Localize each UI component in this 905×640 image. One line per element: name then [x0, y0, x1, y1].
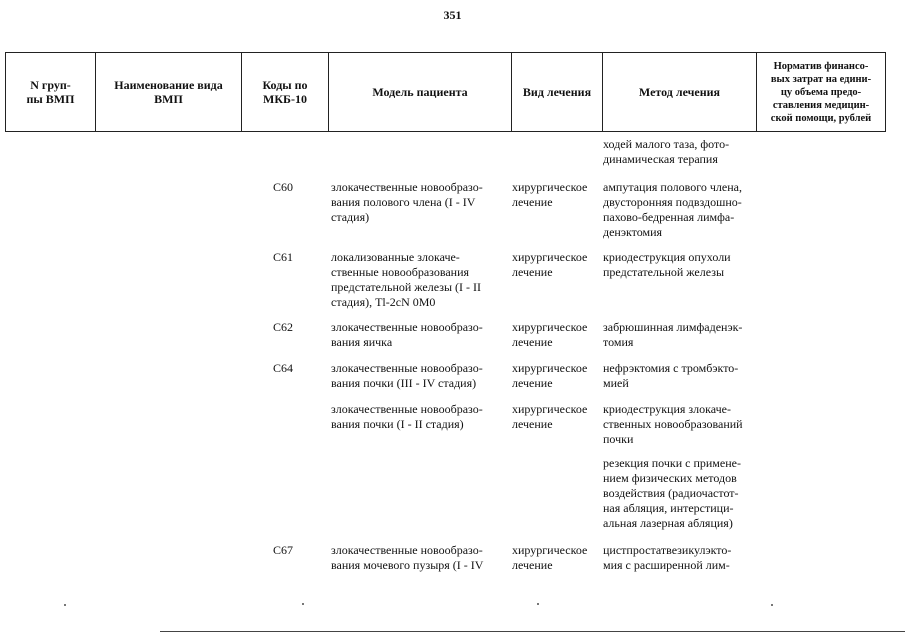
row-1-type: хирургическое лечение [512, 180, 588, 209]
row-7-code: C67 [272, 543, 293, 557]
row-2-model: локализованные злокаче- ственные новообразования предстательной железы (I - II стадия), Tl-2cN 0M0 [331, 250, 482, 309]
row-3-type: хирургическое лечение [512, 320, 588, 349]
table-header [5, 52, 886, 132]
row-1-code: C60 [272, 180, 293, 194]
header-treatment-type: Вид лечения [512, 53, 603, 131]
row-3-method: забрюшинная лимфаденэк- томия [603, 320, 743, 349]
row-5-model: злокачественные новообразо- вания почки (I - II стадия) [331, 402, 483, 431]
row-7-method: цистпростатвезикулэкто- мия с расширенной лим- [603, 543, 732, 572]
row-3-code: C62 [272, 320, 293, 334]
row-2-method: криодеструкция опухоли предстательной железы [603, 250, 731, 279]
row-5-type: хирургическое лечение [512, 402, 588, 431]
row-3-model: злокачественные новообразо- вания яичка [331, 320, 483, 349]
row-4-model: злокачественные новообразо- вания почки (III - IV стадия) [331, 361, 483, 390]
row-4-type: хирургическое лечение [512, 361, 588, 390]
header-group-number: N груп- пы ВМП [6, 53, 96, 131]
header-vmp-name: Наименование вида ВМП [96, 53, 242, 131]
page-number: 351 [443, 8, 462, 22]
header-financial-norm: Норматив финансо- вых затрат на едини- цу объема предо- ставления медицин- ской помощи, рублей [770, 60, 872, 124]
scan-speck [771, 604, 773, 606]
scan-speck [302, 603, 304, 605]
row-0-method: ходей малого таза, фото- динамическая терапия [603, 137, 730, 166]
page-bottom-rule [160, 631, 905, 632]
row-2-type: хирургическое лечение [512, 250, 588, 279]
row-4-code: C64 [272, 361, 293, 375]
row-7-model: злокачественные новообразо- вания мочевого пузыря (I - IV [331, 543, 484, 572]
row-1-method: ампутация полового члена, двусторонняя подвздошно- пахово-бедренная лимфа- денэктомия [603, 180, 742, 239]
header-treatment-method: Метод лечения [603, 53, 757, 131]
scan-speck [537, 603, 539, 605]
row-5-method: криодеструкция злокаче- ственных новообразований почки [603, 402, 743, 446]
row-2-code: C61 [272, 250, 293, 264]
row-4-method: нефрэктомия с тромбэкто- мией [603, 361, 739, 390]
scan-speck [64, 604, 66, 606]
header-mkb-codes: Коды по МКБ-10 [242, 53, 329, 131]
row-1-model: злокачественные новообразо- вания полового члена (I - IV стадия) [331, 180, 483, 224]
row-6-method: резекция почки с примене- нием физических методов воздействия (радиочастот- ная абляция, интерстици- альная лазерная абляция) [603, 456, 741, 530]
row-7-type: хирургическое лечение [512, 543, 588, 572]
header-patient-model: Модель пациента [329, 53, 512, 131]
